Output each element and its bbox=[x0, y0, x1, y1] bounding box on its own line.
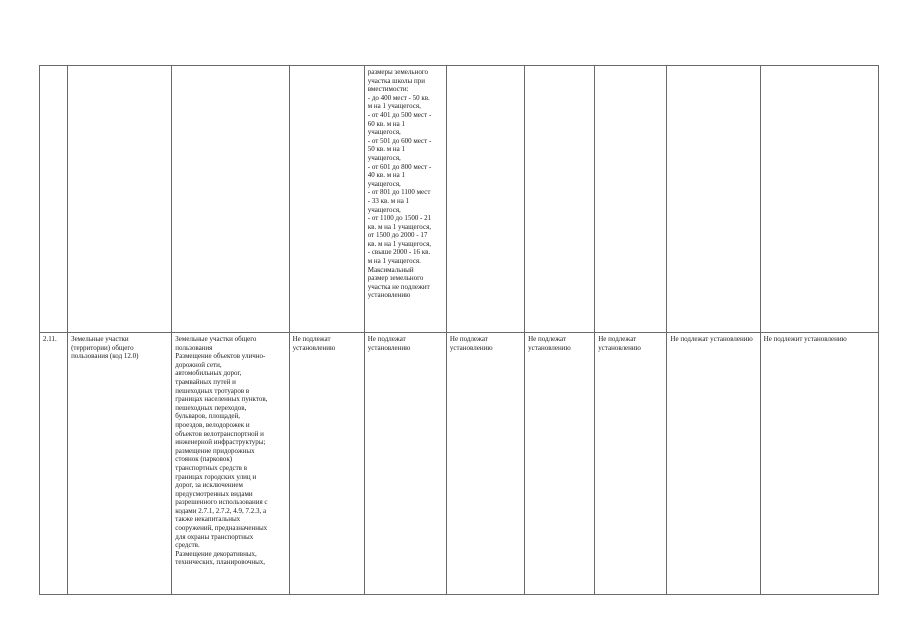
value-text: Не подлежит установлению bbox=[763, 335, 847, 343]
description-line: также некапитальных bbox=[175, 515, 241, 524]
cell-param-7 bbox=[760, 333, 878, 595]
value-text: Не подлежат установлению bbox=[670, 335, 753, 343]
cell-param-6 bbox=[667, 333, 760, 595]
table-row-continued bbox=[40, 66, 879, 333]
description-line: транспортных средств в bbox=[175, 463, 248, 472]
description-line: размещение придорожных bbox=[175, 446, 255, 455]
param-line: учащегося, bbox=[367, 153, 401, 162]
cell-name bbox=[68, 66, 172, 333]
param-line: учащегося, bbox=[367, 205, 401, 214]
cell-param-1 bbox=[289, 333, 364, 595]
param-line: м на 1 учащегося, bbox=[367, 102, 421, 111]
value-text: Не подлежат установлению bbox=[598, 335, 641, 352]
param-line: Максимальный bbox=[367, 265, 414, 274]
value-text: Не подлежат установлению bbox=[528, 335, 571, 352]
cell-param-6 bbox=[667, 66, 760, 333]
param-line: учащегося, bbox=[367, 128, 401, 137]
param-line: размер земельного bbox=[367, 274, 424, 283]
param-line: - свыше 2000 - 16 кв. bbox=[367, 248, 431, 257]
use-type-name: Земельные участки (территории) общего пользования (код 12.0) bbox=[71, 335, 139, 361]
cell-param-7 bbox=[760, 66, 878, 333]
description-line: дорог, за исключением bbox=[175, 481, 243, 490]
param-line: учащегося, bbox=[367, 179, 401, 188]
param-line: установлению bbox=[367, 291, 411, 300]
description-line: Земельные участки общего bbox=[175, 335, 257, 343]
param-line: кв. м на 1 учащегося, bbox=[367, 222, 432, 231]
cell-name bbox=[68, 333, 172, 595]
description-line: объектов велотранспортной и bbox=[175, 429, 264, 438]
param-line: - от 801 до 1100 мест bbox=[367, 188, 431, 197]
description-line: границах городских улиц и bbox=[175, 472, 257, 481]
description-line: разрешенного использования с bbox=[175, 498, 268, 507]
cell-param-2 bbox=[364, 333, 446, 595]
description-line: проездов, велодорожек и bbox=[175, 420, 250, 429]
param-line: кв. м на 1 учащегося, bbox=[367, 239, 432, 248]
param-line: - от 1100 до 1500 - 21 bbox=[367, 214, 432, 223]
description-line: автомобильных дорог, bbox=[175, 369, 242, 378]
param-line: 50 кв. м на 1 bbox=[367, 145, 405, 154]
description-line: Размещение декоративных, bbox=[175, 549, 257, 558]
cell-description bbox=[172, 333, 289, 595]
param-line: - от 601 до 800 мест - bbox=[367, 162, 432, 171]
param-line: вместимости: bbox=[367, 85, 409, 94]
table-row-2-11 bbox=[40, 333, 879, 595]
cell-param-4 bbox=[525, 333, 595, 595]
param-line: - от 401 до 500 мест - bbox=[367, 110, 432, 119]
description-line: предусмотренных видами bbox=[175, 489, 253, 498]
description-line: средств. bbox=[175, 541, 200, 550]
param-line: размеры земельного bbox=[367, 68, 429, 76]
description-line: для охраны транспортных bbox=[175, 532, 254, 541]
cell-number bbox=[40, 66, 68, 333]
cell-param-5 bbox=[595, 66, 667, 333]
description-line: технических, планировочных, bbox=[175, 558, 266, 567]
description-line: бульваров, площадей, bbox=[175, 412, 240, 421]
description-line: пользования bbox=[175, 343, 213, 352]
param-line: участка не подлежит bbox=[367, 282, 430, 291]
cell-param-5 bbox=[595, 333, 667, 595]
value-text: Не подлежат установлению bbox=[367, 335, 411, 352]
param-line: участка школы при bbox=[367, 76, 425, 85]
cell-param-3 bbox=[446, 333, 524, 595]
cell-description bbox=[172, 66, 289, 333]
value-text: Не подлежат установлению bbox=[449, 335, 493, 352]
description-line: стоянок (парковок) bbox=[175, 455, 233, 464]
param-line: 40 кв. м на 1 bbox=[367, 171, 405, 180]
description-line: пешеходных тротуаров в bbox=[175, 386, 250, 395]
description-line: пешеходных переходов, bbox=[175, 403, 247, 412]
param-line: от 1500 до 2000 - 17 bbox=[367, 231, 428, 240]
value-text: Не подлежат установлению bbox=[292, 335, 336, 352]
param-line: - 33 кв. м на 1 bbox=[367, 196, 410, 205]
cell-number: 2.11. bbox=[40, 333, 68, 595]
cell-param-4 bbox=[525, 66, 595, 333]
cell-param-1 bbox=[289, 66, 364, 333]
description-line: дорожной сети, bbox=[175, 360, 222, 369]
description-line: границах населенных пунктов, bbox=[175, 395, 268, 404]
description-line: кодами 2.7.1, 2.7.2, 4.9, 7.2.3, а bbox=[175, 506, 267, 515]
param-line: - от 501 до 600 мест - bbox=[367, 136, 432, 145]
zoning-regulations-table bbox=[39, 65, 879, 595]
description-line: инженерной инфраструктуры; bbox=[175, 438, 266, 447]
cell-school-plot-sizes bbox=[364, 66, 446, 333]
param-line: - до 400 мест - 50 кв. bbox=[367, 93, 430, 102]
cell-param-3 bbox=[446, 66, 524, 333]
description-line: трамвайных путей и bbox=[175, 377, 236, 386]
description-line: сооружений, предназначенных bbox=[175, 524, 268, 533]
description-line: Размещение объектов улично- bbox=[175, 352, 266, 361]
param-line: м на 1 учащегося. bbox=[367, 257, 421, 266]
param-line: 60 кв. м на 1 bbox=[367, 119, 405, 128]
